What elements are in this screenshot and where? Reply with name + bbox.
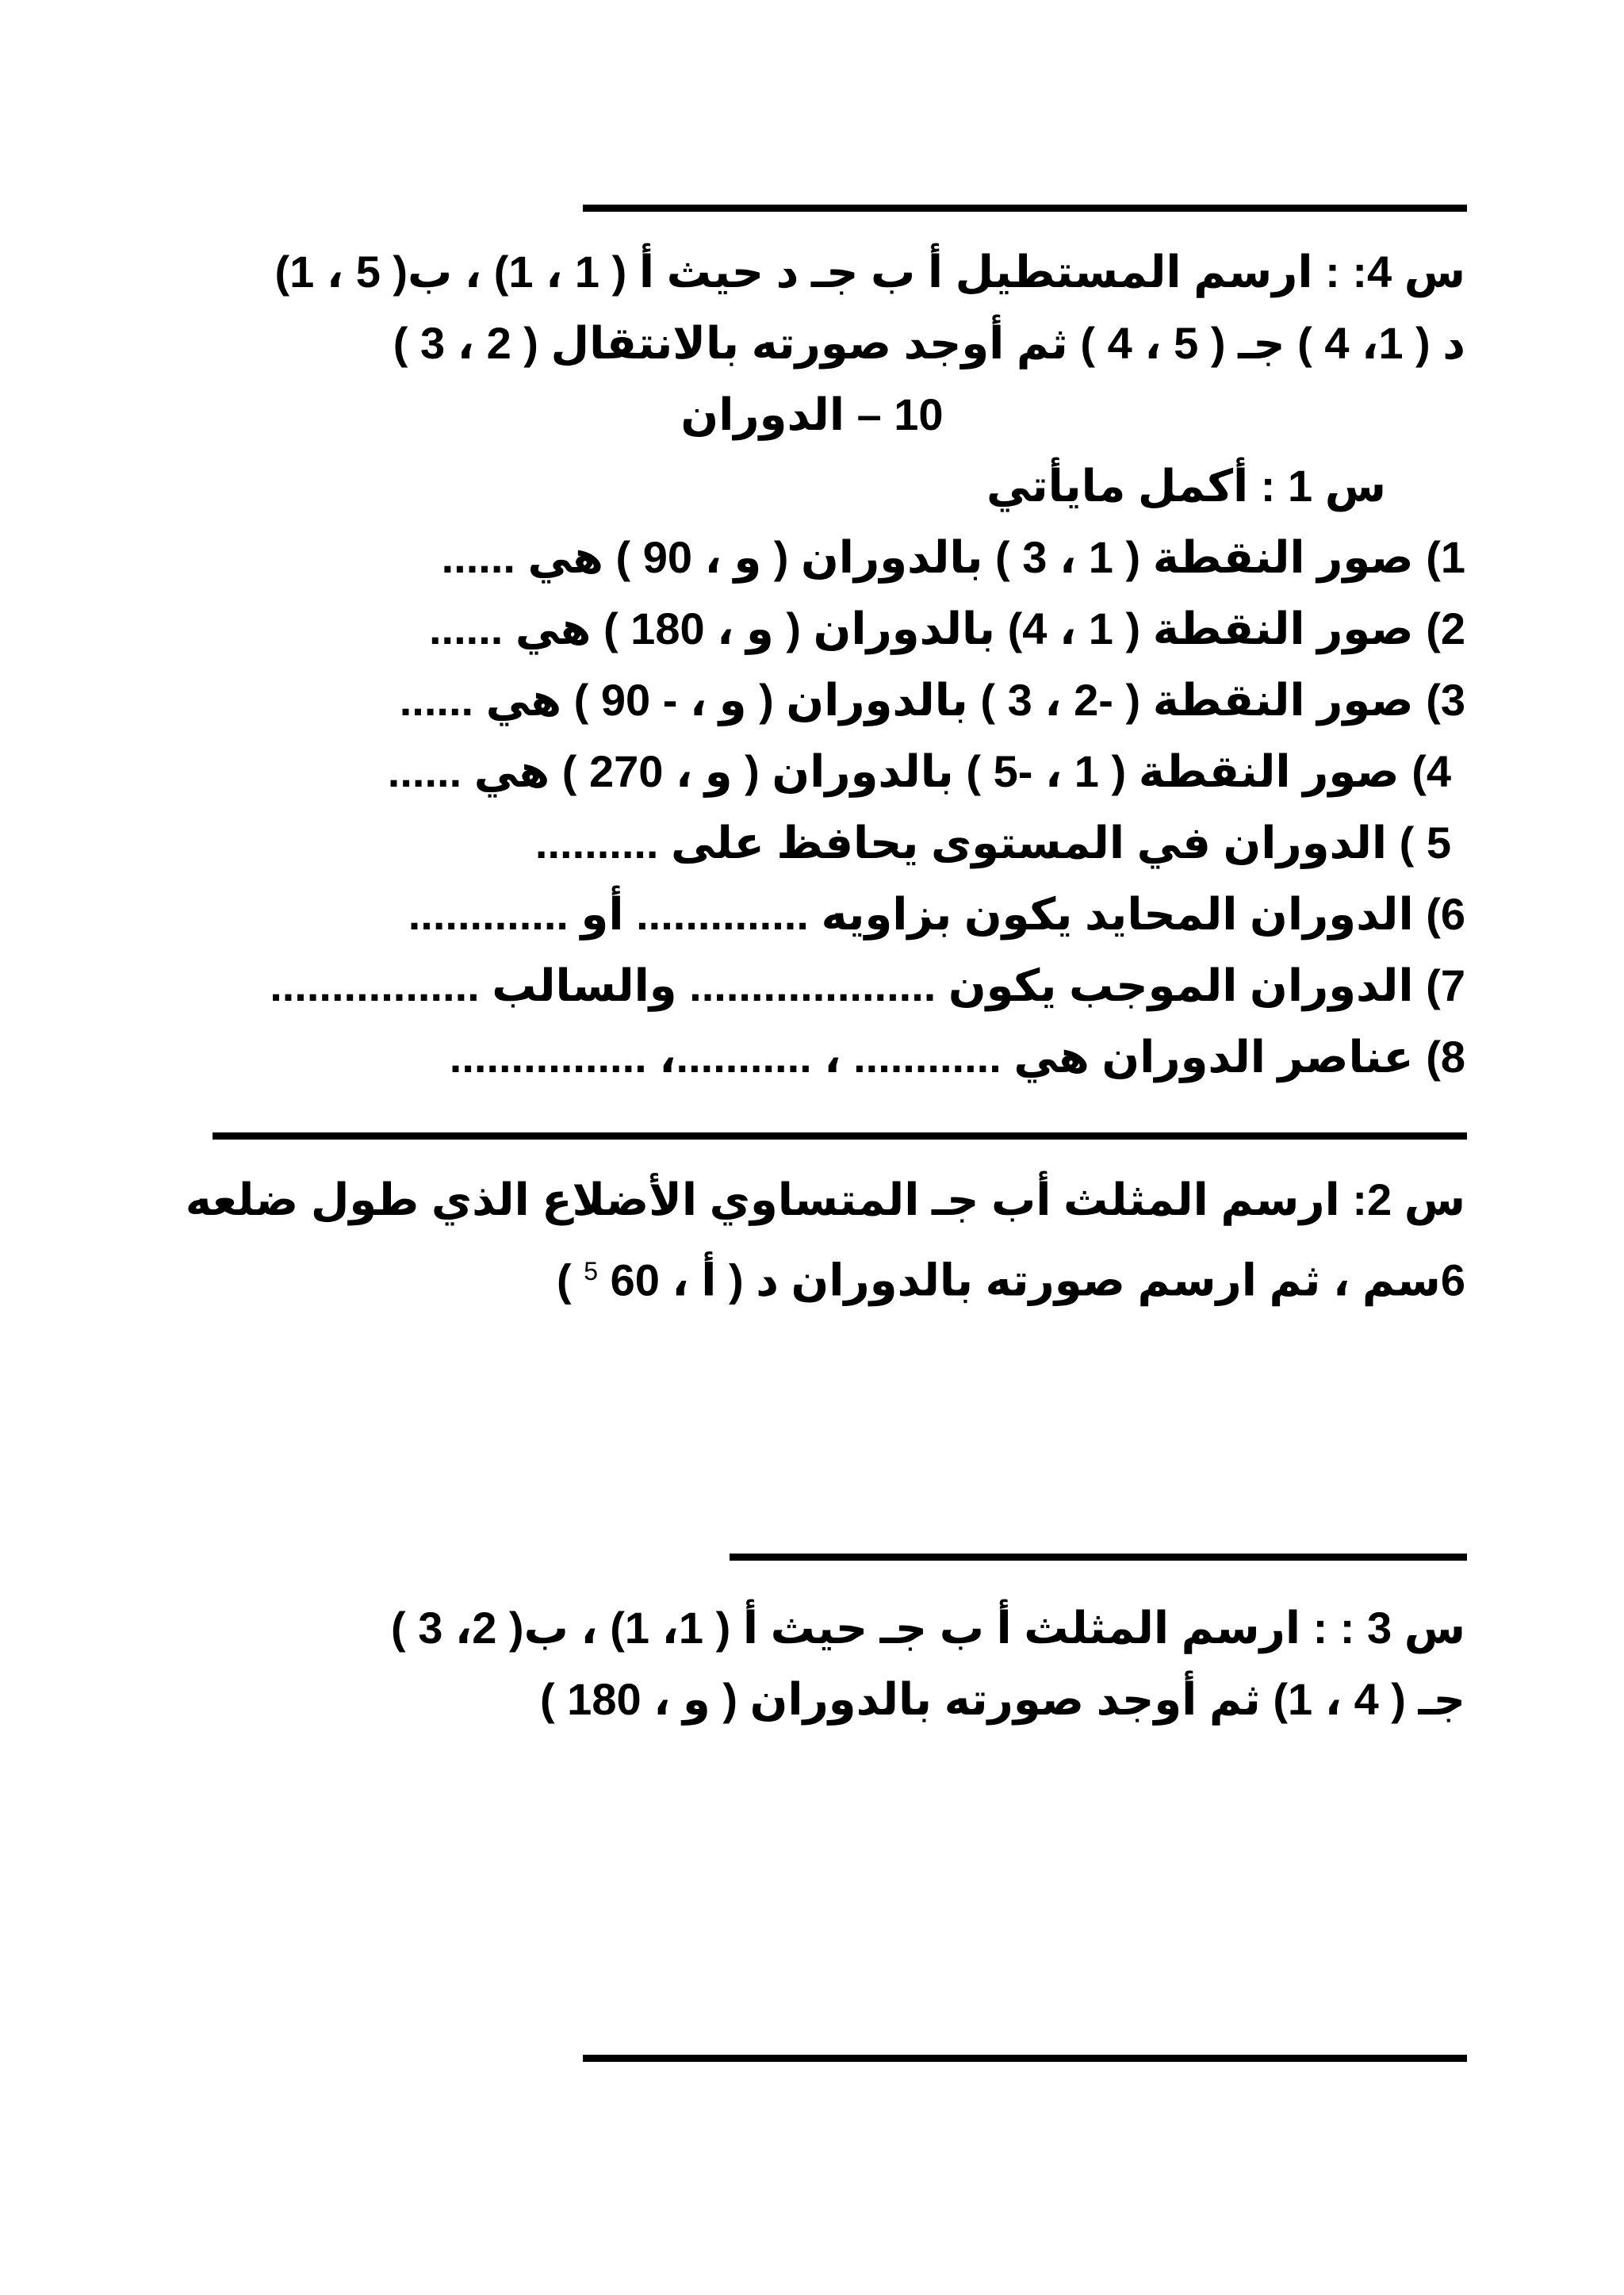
q4-line-2: د ( 1، 4 ) جـ ( 5 ، 4 ) ثم أوجد صورته بالانتقال ( 2 ، 3 ) [393,318,1465,368]
q3-line-2: جـ ( 4 ، 1) ثم أوجد صورته بالدوران ( و ، 180 ) [539,1674,1465,1724]
q2-line-1: س 2: ارسم المثلث أب جـ المتساوي الأضلاع الذي طول ضلعه [185,1174,1465,1224]
q4-line-1: س 4: : ارسم المستطيل أ ب جـ د حيث أ ( 1 ، 1) ، ب( 5 ، 1) [274,247,1465,297]
q1-item: 6) الدوران المحايد يكون بزاويه .............. أو ............. [408,889,1465,939]
q1-item: 2) صور النقطة ( 1 ، 4) بالدوران ( و ، 180 ) هي ...... [429,603,1465,653]
section-title: 10 – الدوران [680,389,944,439]
q1-item: 4) صور النقطة ( 1 ، -5 ) بالدوران ( و ، 270 ) هي ...... [387,746,1451,796]
middle-rule [213,1132,1467,1140]
q2-superscript: 5 [584,1257,598,1285]
q1-item: 7) الدوران الموجب يكون .................... والسالب ................. [270,960,1465,1010]
bottom-rule [583,2055,1467,2062]
q1-item: 8) عناصر الدوران هي ............ ، ...........، ................ [449,1032,1465,1082]
q1-heading: س 1 : أكمل مايأتي [986,461,1386,511]
q1-item: 5 ) الدوران في المستوى يحافظ على .......... [534,818,1451,868]
q3-line-1: س 3 : : ارسم المثلث أ ب جـ حيث أ ( 1، 1) ، ب( 2، 3 ) [391,1603,1465,1653]
q2-line-2-close: ) [556,1255,584,1305]
q2-line-2-text: 6سم ، ثم ارسم صورته بالدوران د ( أ ، 60 [598,1255,1465,1305]
q3-rule [730,1554,1467,1561]
top-rule [583,205,1467,212]
q1-item: 3) صور النقطة ( -2 ، 3 ) بالدوران ( و ، - 90 ) هي ...... [399,675,1465,725]
q1-item: 1) صور النقطة ( 1 ، 3 ) بالدوران ( و ، 90 ) هي ...... [441,532,1465,582]
q2-line-2 [159,1243,1465,1308]
